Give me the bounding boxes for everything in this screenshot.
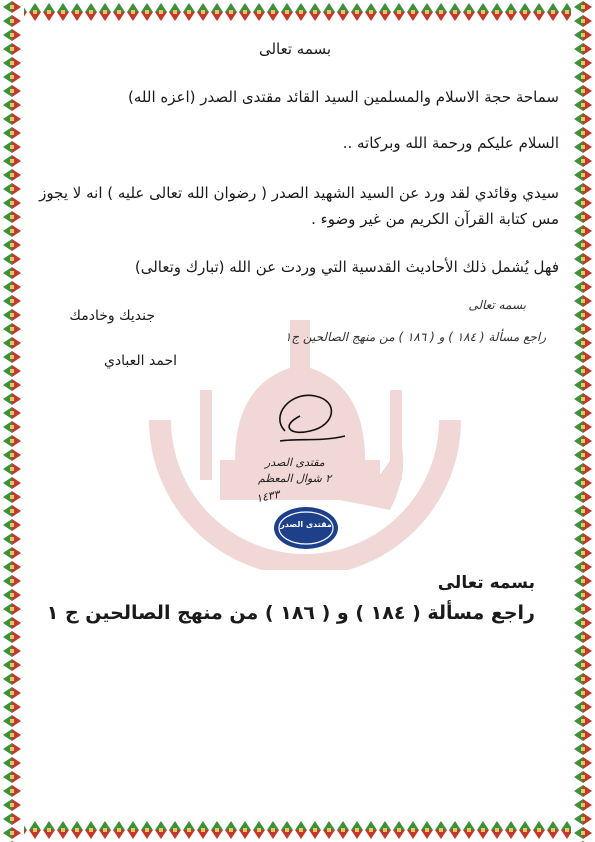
decorative-border-bottom [0,818,595,842]
letter-question-line: فهل يُشمل ذلك الأحاديث القدسية التي وردت عن الله (تبارك وتعالى) [134,258,559,276]
signoff-name: احمد العبادي [103,353,177,369]
signature-date: ٢ شوال المعظم [258,472,332,485]
seal-text: مقتدى الصدر [280,520,332,529]
decorative-border-left [0,0,24,842]
handwritten-answer [256,292,546,362]
signature-year: ١٤٣٣ [254,487,281,506]
letter-salutation: السلام عليكم ورحمة الله وبركاته .. [342,134,559,152]
decorative-border-right [571,0,595,842]
typed-answer-text: راجع مسألة ( ١٨٤ ) و ( ١٨٦ ) من منهج الصالحين ج ١ [46,602,535,624]
letter-addressee: سماحة حجة الاسلام والمسلمين السيد القائد مقتدى الصدر (اعزه الله) [128,88,559,106]
decorative-border-top [0,0,595,24]
header-basmala: بسمه تعالى [258,40,332,58]
handwritten-answer-text: راجع مسألة ( ١٨٤ ) و ( ١٨٦ ) من منهج الصالحين ج١ [284,330,546,344]
handwritten-answer-title: بسمه تعالى [468,298,526,312]
signoff-role: جنديك وخادمك [69,308,155,324]
letter-question-paragraph: سيدي وقائدي لقد ورد عن السيد الشهيد الصدر ( رضوان الله تعالى عليه ) انه لا يجوز مس كتابة القرآن الكريم من غير وضوء . [39,184,559,228]
signature-name: مقتدى الصدر [265,456,325,469]
typed-answer-basmala: بسمه تعالى [437,573,535,593]
